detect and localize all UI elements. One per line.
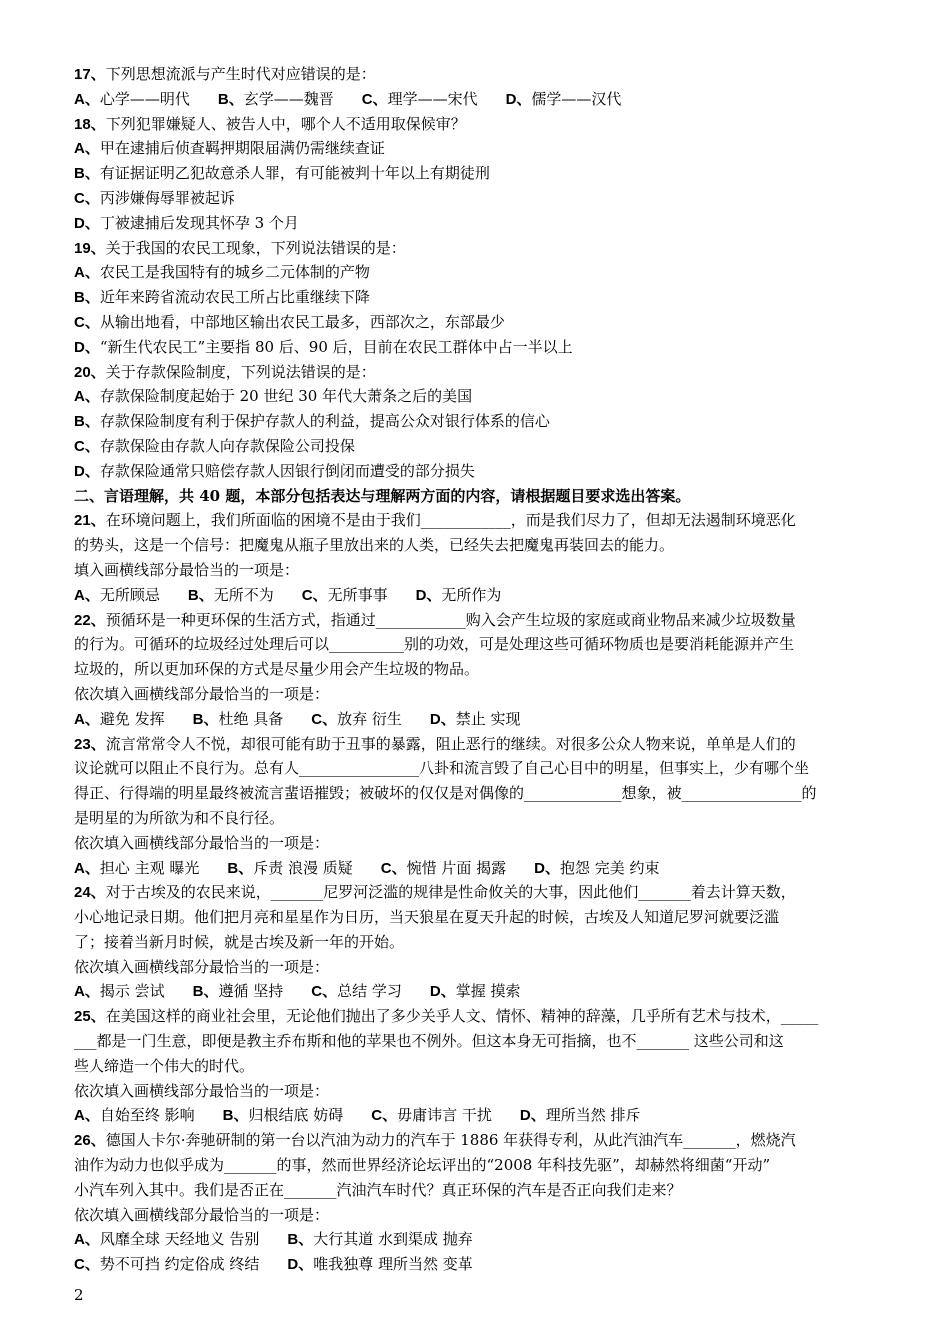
option-letter: D、 (429, 983, 456, 1001)
line-text: 依次填入画横线部分最恰当的一项是： (74, 957, 330, 976)
line-text: 农民工是我国特有的城乡二元体制的产物 (99, 263, 370, 282)
option-item (74, 583, 160, 608)
line-text: 得正、行得端的明星最终被流言蜚语摧毁；被破坏的仅仅是对偶像的_____________想象，被________________的 (74, 784, 817, 803)
question-line (74, 136, 894, 161)
question-line (74, 161, 894, 186)
line-text: 依次填入画横线部分最恰当的一项是： (74, 684, 330, 703)
line-text: 填入画横线部分最恰当的一项是： (74, 560, 300, 579)
option-text: 无所事事 (327, 585, 388, 604)
question-line (74, 62, 894, 87)
option-text: 唯我独尊 理所当然 变革 (313, 1255, 473, 1274)
option-item (193, 707, 284, 732)
option-letter: D、 (287, 1256, 314, 1274)
option-row (74, 856, 894, 881)
text-line (74, 1079, 894, 1104)
item-number: B、 (74, 289, 100, 307)
text-line (74, 1203, 894, 1228)
option-item (302, 583, 388, 608)
option-text: 放弃 衍生 (337, 709, 402, 728)
option-text: 避免 发挥 (99, 709, 165, 728)
option-text: 无所作为 (441, 585, 502, 604)
line-text: 下列思想流派与产生时代对应错误的是： (105, 65, 376, 83)
item-number: C、 (74, 189, 100, 207)
text-line (74, 930, 894, 955)
option-letter: A、 (74, 586, 100, 604)
question-line (74, 508, 894, 533)
option-letter: A、 (74, 710, 100, 728)
text-line (74, 533, 894, 558)
item-number: 24、 (74, 884, 106, 902)
option-item (381, 856, 506, 881)
option-item (416, 583, 502, 608)
question-line (74, 434, 894, 459)
option-letter: A、 (74, 90, 100, 108)
option-text: 心学——明代 (99, 89, 190, 108)
option-item (311, 979, 402, 1004)
option-text: 揭示 尝试 (99, 982, 165, 1001)
option-letter: A、 (74, 1231, 100, 1249)
option-letter: B、 (217, 90, 244, 108)
item-number: A、 (74, 140, 100, 158)
item-number: 20、 (74, 363, 106, 381)
option-letter: B、 (287, 1231, 314, 1249)
option-letter: B、 (222, 1107, 249, 1125)
option-item (534, 856, 659, 881)
option-item (74, 1103, 195, 1128)
option-letter: A、 (74, 983, 100, 1001)
line-text: “新生代农民工”主要指 80 后、90 后，目前在农民工群体中占一半以上 (99, 337, 573, 356)
question-line (74, 310, 894, 335)
option-letter: C、 (361, 90, 388, 108)
option-item (74, 1252, 259, 1277)
option-item (74, 707, 165, 732)
option-text: 势不可挡 约定俗成 终结 (99, 1255, 260, 1274)
option-row (74, 1103, 894, 1128)
option-row (74, 1252, 894, 1277)
option-item (218, 87, 334, 112)
option-letter: B、 (192, 983, 219, 1001)
item-number: 19、 (74, 239, 106, 257)
option-text: 自始至终 影响 (99, 1106, 195, 1125)
line-text: 议论就可以阻止不良行为。总有人________________八卦和流言毁了自己心目中的明星，但事实上，少有哪个坐 (74, 759, 810, 778)
option-letter: C、 (380, 859, 407, 877)
option-letter: C、 (371, 1107, 398, 1125)
line-text: 垃圾的，所以更加环保的方式是尽量少用会产生垃圾的物品。 (74, 660, 480, 679)
option-row (74, 707, 894, 732)
question-line (74, 260, 894, 285)
option-item (287, 1252, 472, 1277)
option-item (371, 1103, 492, 1128)
text-line (74, 1153, 894, 1178)
question-line (74, 1128, 894, 1153)
option-text: 归根结底 妨碍 (248, 1106, 344, 1125)
option-text: 总结 学习 (337, 982, 402, 1001)
text-line (74, 781, 894, 806)
option-letter: D、 (505, 90, 532, 108)
option-item (227, 856, 352, 881)
option-item (188, 583, 274, 608)
section-heading: 二、言语理解，共 40 题，本部分包括表达与理解两方面的内容，请根据题目要求选出答案。 (74, 486, 691, 505)
line-text: 依次填入画横线部分最恰当的一项是： (74, 1205, 330, 1224)
line-text: 小汽车列入其中。我们是否正在_______汽油汽车时代？真正环保的汽车是否正向我们走来？ (74, 1180, 682, 1199)
question-line (74, 409, 894, 434)
text-line (74, 558, 894, 583)
option-text: 理学——宋代 (387, 89, 478, 108)
text-line (74, 955, 894, 980)
question-line (74, 285, 894, 310)
option-text: 大行其道 水到渠成 抛弃 (313, 1230, 473, 1249)
item-number: D、 (74, 338, 100, 356)
item-number: A、 (74, 388, 100, 406)
option-letter: D、 (415, 586, 442, 604)
text-line (74, 1029, 894, 1054)
option-item (362, 87, 478, 112)
question-line (74, 186, 894, 211)
option-text: 斥责 浪漫 质疑 (253, 858, 353, 877)
option-letter: D、 (534, 859, 561, 877)
option-letter: C、 (74, 1256, 100, 1274)
text-line (74, 1178, 894, 1203)
question-line (74, 112, 894, 137)
question-line (74, 608, 894, 633)
option-item (74, 856, 199, 881)
text-line (74, 632, 894, 657)
option-letter: D、 (519, 1107, 546, 1125)
option-letter: C、 (311, 710, 338, 728)
option-letter: A、 (74, 859, 100, 877)
option-text: 玄学——魏晋 (243, 89, 334, 108)
item-number: D、 (74, 462, 100, 480)
option-item (193, 979, 284, 1004)
line-text: 预循环是一种更环保的生活方式，指通过____________购入会产生垃圾的家庭或商业物品来减少垃圾数量 (105, 610, 796, 629)
line-text: 依次填入画横线部分最恰当的一项是： (74, 1081, 330, 1100)
line-text: 在美国这样的商业社会里，无论他们抛出了多少关乎人文、情怀、精神的辞藻，几乎所有艺术与技术，_____ (105, 1007, 819, 1026)
option-item (223, 1103, 344, 1128)
option-text: 儒学——汉代 (531, 89, 622, 108)
item-number: 18、 (74, 115, 106, 133)
question-line (74, 360, 894, 385)
text-line (74, 682, 894, 707)
line-text: 依次填入画横线部分最恰当的一项是： (74, 833, 330, 852)
option-item (311, 707, 402, 732)
option-letter: B、 (187, 586, 214, 604)
item-number: B、 (74, 165, 100, 183)
item-number: B、 (74, 413, 100, 431)
option-item (74, 87, 190, 112)
question-line (74, 459, 894, 484)
line-text: 些人缔造一个伟大的时代。 (74, 1056, 255, 1075)
option-letter: C、 (301, 586, 328, 604)
text-line (74, 756, 894, 781)
question-line (74, 211, 894, 236)
text-line (74, 1054, 894, 1079)
option-item (74, 1227, 259, 1252)
line-text: 油作为动力也似乎成为_______的事，然而世界经济论坛评出的“2008 年科技先驱”，却赫然将细菌“开动” (74, 1156, 771, 1175)
option-letter: B、 (227, 859, 254, 877)
item-number: 17、 (74, 66, 106, 83)
item-number: C、 (74, 437, 100, 455)
line-text: 小心地记录日期。他们把月亮和星星作为日历，当天狼星在夏天升起的时候，古埃及人知道尼罗河就要泛滥 (74, 908, 780, 927)
option-item (430, 707, 521, 732)
item-number: C、 (74, 313, 100, 331)
item-number: 26、 (74, 1132, 106, 1150)
option-row (74, 1227, 894, 1252)
option-text: 理所当然 排斥 (545, 1106, 641, 1125)
option-row (74, 583, 894, 608)
question-line (74, 732, 894, 757)
option-letter: D、 (429, 710, 456, 728)
option-text: 无所顾忌 (99, 585, 160, 604)
line-text: 的势头，这是一个信号：把魔鬼从瓶子里放出来的人类，已经失去把魔鬼再装回去的能力。 (74, 536, 675, 555)
option-letter: A、 (74, 1107, 100, 1125)
question-line (74, 384, 894, 409)
item-number: 23、 (74, 735, 106, 753)
option-text: 遵循 坚持 (218, 982, 284, 1001)
line-text: 在环境问题上，我们所面临的困境不是由于我们____________，而是我们尽力了，但却无法遏制环境恶化 (105, 511, 796, 530)
option-text: 抱怨 完美 约束 (560, 858, 660, 877)
option-text: 无所不为 (213, 585, 274, 604)
option-text: 禁止 实现 (455, 709, 521, 728)
line-text: 存款保险制度起始于 20 世纪 30 年代大萧条之后的美国 (99, 387, 473, 406)
line-text: 流言常常令人不悦，却很可能有助于丑事的暴露，阻止恶行的继续。对很多公众人物来说，单单是人们的 (105, 734, 796, 753)
line-text: 从输出地看，中部地区输出农民工最多，西部次之，东部最少 (99, 312, 505, 331)
line-text: ___都是一门生意，即便是教主乔布斯和他的苹果也不例外。但这本身无可指摘，也不_______ 这些公司和这 (74, 1032, 784, 1051)
document-body (74, 62, 894, 1277)
line-text: 有证据证明乙犯故意杀人罪，有可能被判十年以上有期徒刑 (99, 164, 490, 183)
line-text: 关于我国的农民工现象，下列说法错误的是： (105, 238, 406, 257)
line-text: 丙涉嫌侮辱罪被起诉 (99, 188, 235, 207)
option-item (430, 979, 521, 1004)
option-letter: C、 (311, 983, 338, 1001)
option-letter: B、 (192, 710, 219, 728)
line-text: 甲在逮捕后侦查羁押期限届满仍需继续查证 (99, 139, 385, 158)
item-number: 21、 (74, 512, 106, 530)
item-number: 25、 (74, 1008, 106, 1026)
text-line (74, 806, 894, 831)
question-line (74, 335, 894, 360)
option-text: 毋庸讳言 干扰 (397, 1106, 492, 1125)
option-row (74, 979, 894, 1004)
line-text: 了；接着当新月时候，就是古埃及新一年的开始。 (74, 932, 405, 951)
line-text: 的行为。可循环的垃圾经过处理后可以__________别的功效，可是处理这些可循环物质也是要消耗能源并产生 (74, 635, 795, 654)
question-line (74, 1004, 894, 1029)
option-row (74, 87, 894, 112)
line-text: 关于存款保险制度，下列说法错误的是： (105, 362, 376, 381)
question-line (74, 236, 894, 261)
line-text: 对于古埃及的农民来说，_______尼罗河泛滥的规律是性命攸关的大事，因此他们_______着去计算天数， (105, 883, 796, 902)
item-number: A、 (74, 264, 100, 282)
line-text: 德国人卡尔·奔驰研制的第一台以汽油为动力的汽车于 1886 年获得专利，从此汽油汽车_______，燃烧汽 (105, 1131, 796, 1150)
option-text: 杜绝 具备 (218, 709, 284, 728)
line-text: 下列犯罪嫌疑人、被告人中，哪个人不适用取保候审？ (105, 114, 466, 133)
line-text: 丁被逮捕后发现其怀孕 3 个月 (99, 213, 299, 232)
line-text: 存款保险通常只赔偿存款人因银行倒闭而遭受的部分损失 (99, 461, 475, 480)
text-line (74, 831, 894, 856)
text-line (74, 905, 894, 930)
page-number: 2 (74, 1286, 84, 1304)
option-item (74, 979, 165, 1004)
option-text: 掌握 摸索 (455, 982, 521, 1001)
option-item (287, 1227, 472, 1252)
option-text: 风靡全球 天经地义 告别 (99, 1230, 260, 1249)
line-text: 存款保险制度有利于保护存款人的利益，提高公众对银行体系的信心 (99, 412, 550, 431)
line-text: 存款保险由存款人向存款保险公司投保 (99, 436, 355, 455)
text-line (74, 657, 894, 682)
option-item (506, 87, 622, 112)
question-line (74, 880, 894, 905)
item-number: D、 (74, 214, 100, 232)
option-text: 担心 主观 曝光 (99, 858, 200, 877)
line-text: 是明星的为所欲为和不良行径。 (74, 808, 285, 827)
item-number: 22、 (74, 611, 106, 629)
option-text: 惋惜 片面 揭露 (406, 858, 507, 877)
line-text: 近年来跨省流动农民工所占比重继续下降 (99, 288, 370, 307)
option-item (520, 1103, 641, 1128)
